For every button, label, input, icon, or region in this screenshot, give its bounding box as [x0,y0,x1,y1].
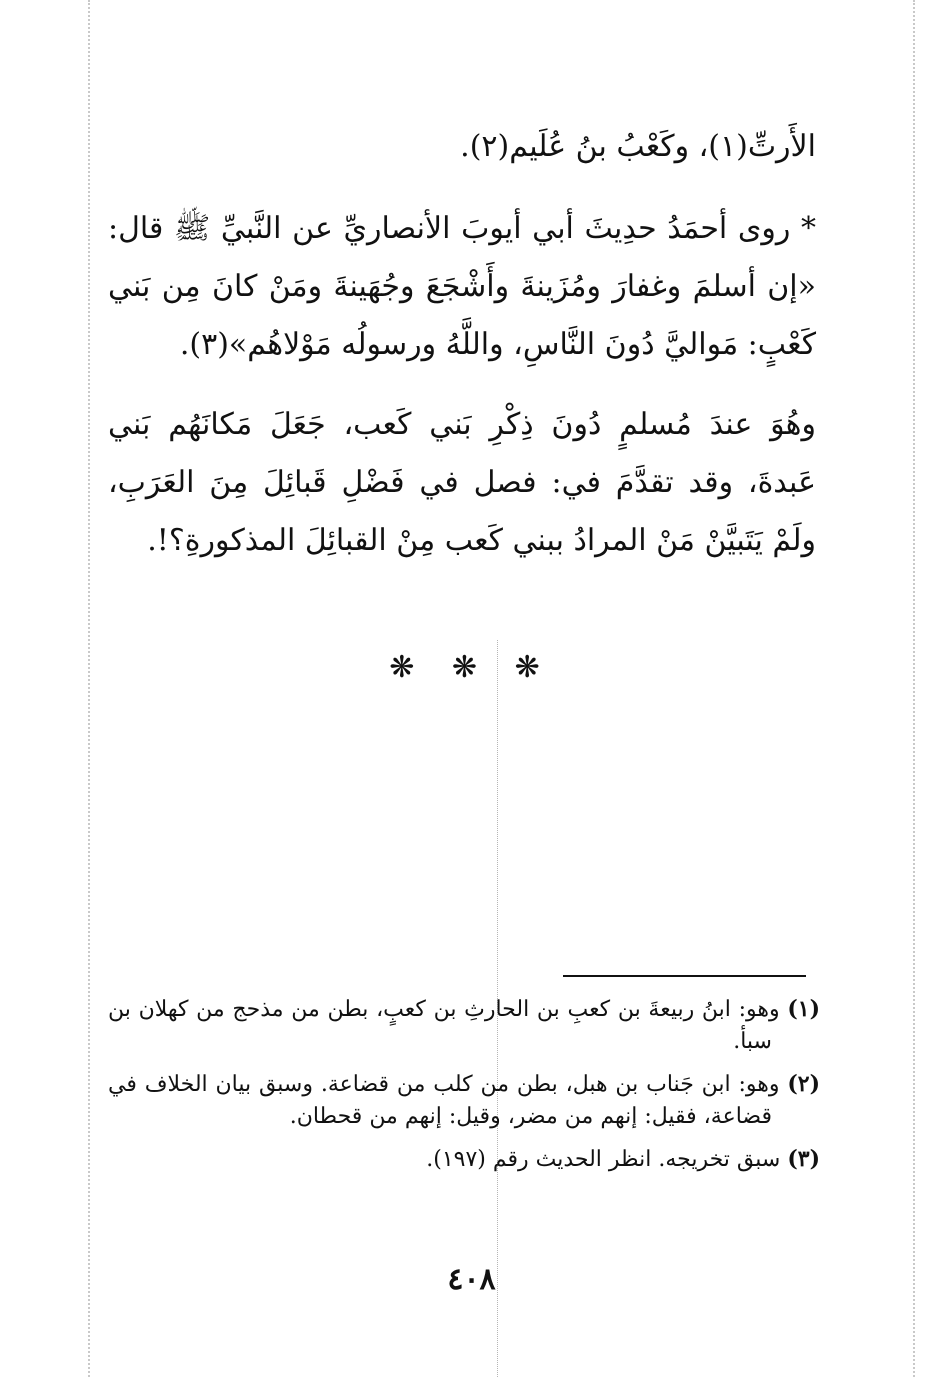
footnote-1 [108,993,820,1058]
footnote-text: وهو: ابن جَناب بن هبل، بطن من كلب من قضاعة. وسبق بيان الخلاف في قضاعة، فقيل: إنهم من مضر، وقيل: إنهم من قحطان. [108,1072,780,1129]
footnote-3 [108,1143,820,1176]
scan-edge-right [913,0,915,1377]
footnote-2 [108,1068,820,1133]
footnote-rule [563,975,806,977]
footnote-text: وهو: ابنُ ربيعةَ بن كعبِ بن الحارثِ بن كعبٍ، بطن من مذحج من كهلان بن سبأ. [108,997,780,1054]
footnote-number: (٢) [787,1071,820,1097]
footnotes [108,993,820,1186]
section-separator: ❋ ❋ ❋ [389,650,554,685]
footnote-number: (١) [787,996,820,1022]
footnote-text: سبق تخريجه. انظر الحديث رقم (١٩٧). [426,1147,781,1172]
paragraph-3: وهُوَ عندَ مُسلمٍ دُونَ ذِكْرِ بَني كَعب، جَعَلَ مَكانَهُم بَني عَبدةَ، وقد تقدَّمَ في: فصل في فَضْلِ قَبائِلَ مِنَ العَرَبِ، ولَمْ يَتَبيَّنْ مَنْ المرادُ ببني كَعب مِنْ القبائِلَ المذكورةِ؟!. [108,407,816,558]
main-text [108,118,816,592]
paragraph-1: الأَرتِّ(١)، وكَعْبُ بنُ عُلَيم(٢). [460,129,816,164]
footnote-number: (٣) [787,1146,820,1172]
page-number: ٤٠٨ [447,1262,496,1297]
paragraph-2: * روى أحمَدُ حدِيثَ أبي أيوبَ الأنصاريِّ عن النَّبيِّ ﷺ قال: «إن أسلمَ وغفارَ ومُزَينةَ وأَشْجَعَ وجُهَينةَ ومَنْ كانَ مِن بَني كَعْبٍ: مَواليَّ دُونَ النَّاسِ، واللَّهُ ورسولُه مَوْلاهُم»(٣). [108,211,816,362]
scan-edge-left [88,0,90,1377]
